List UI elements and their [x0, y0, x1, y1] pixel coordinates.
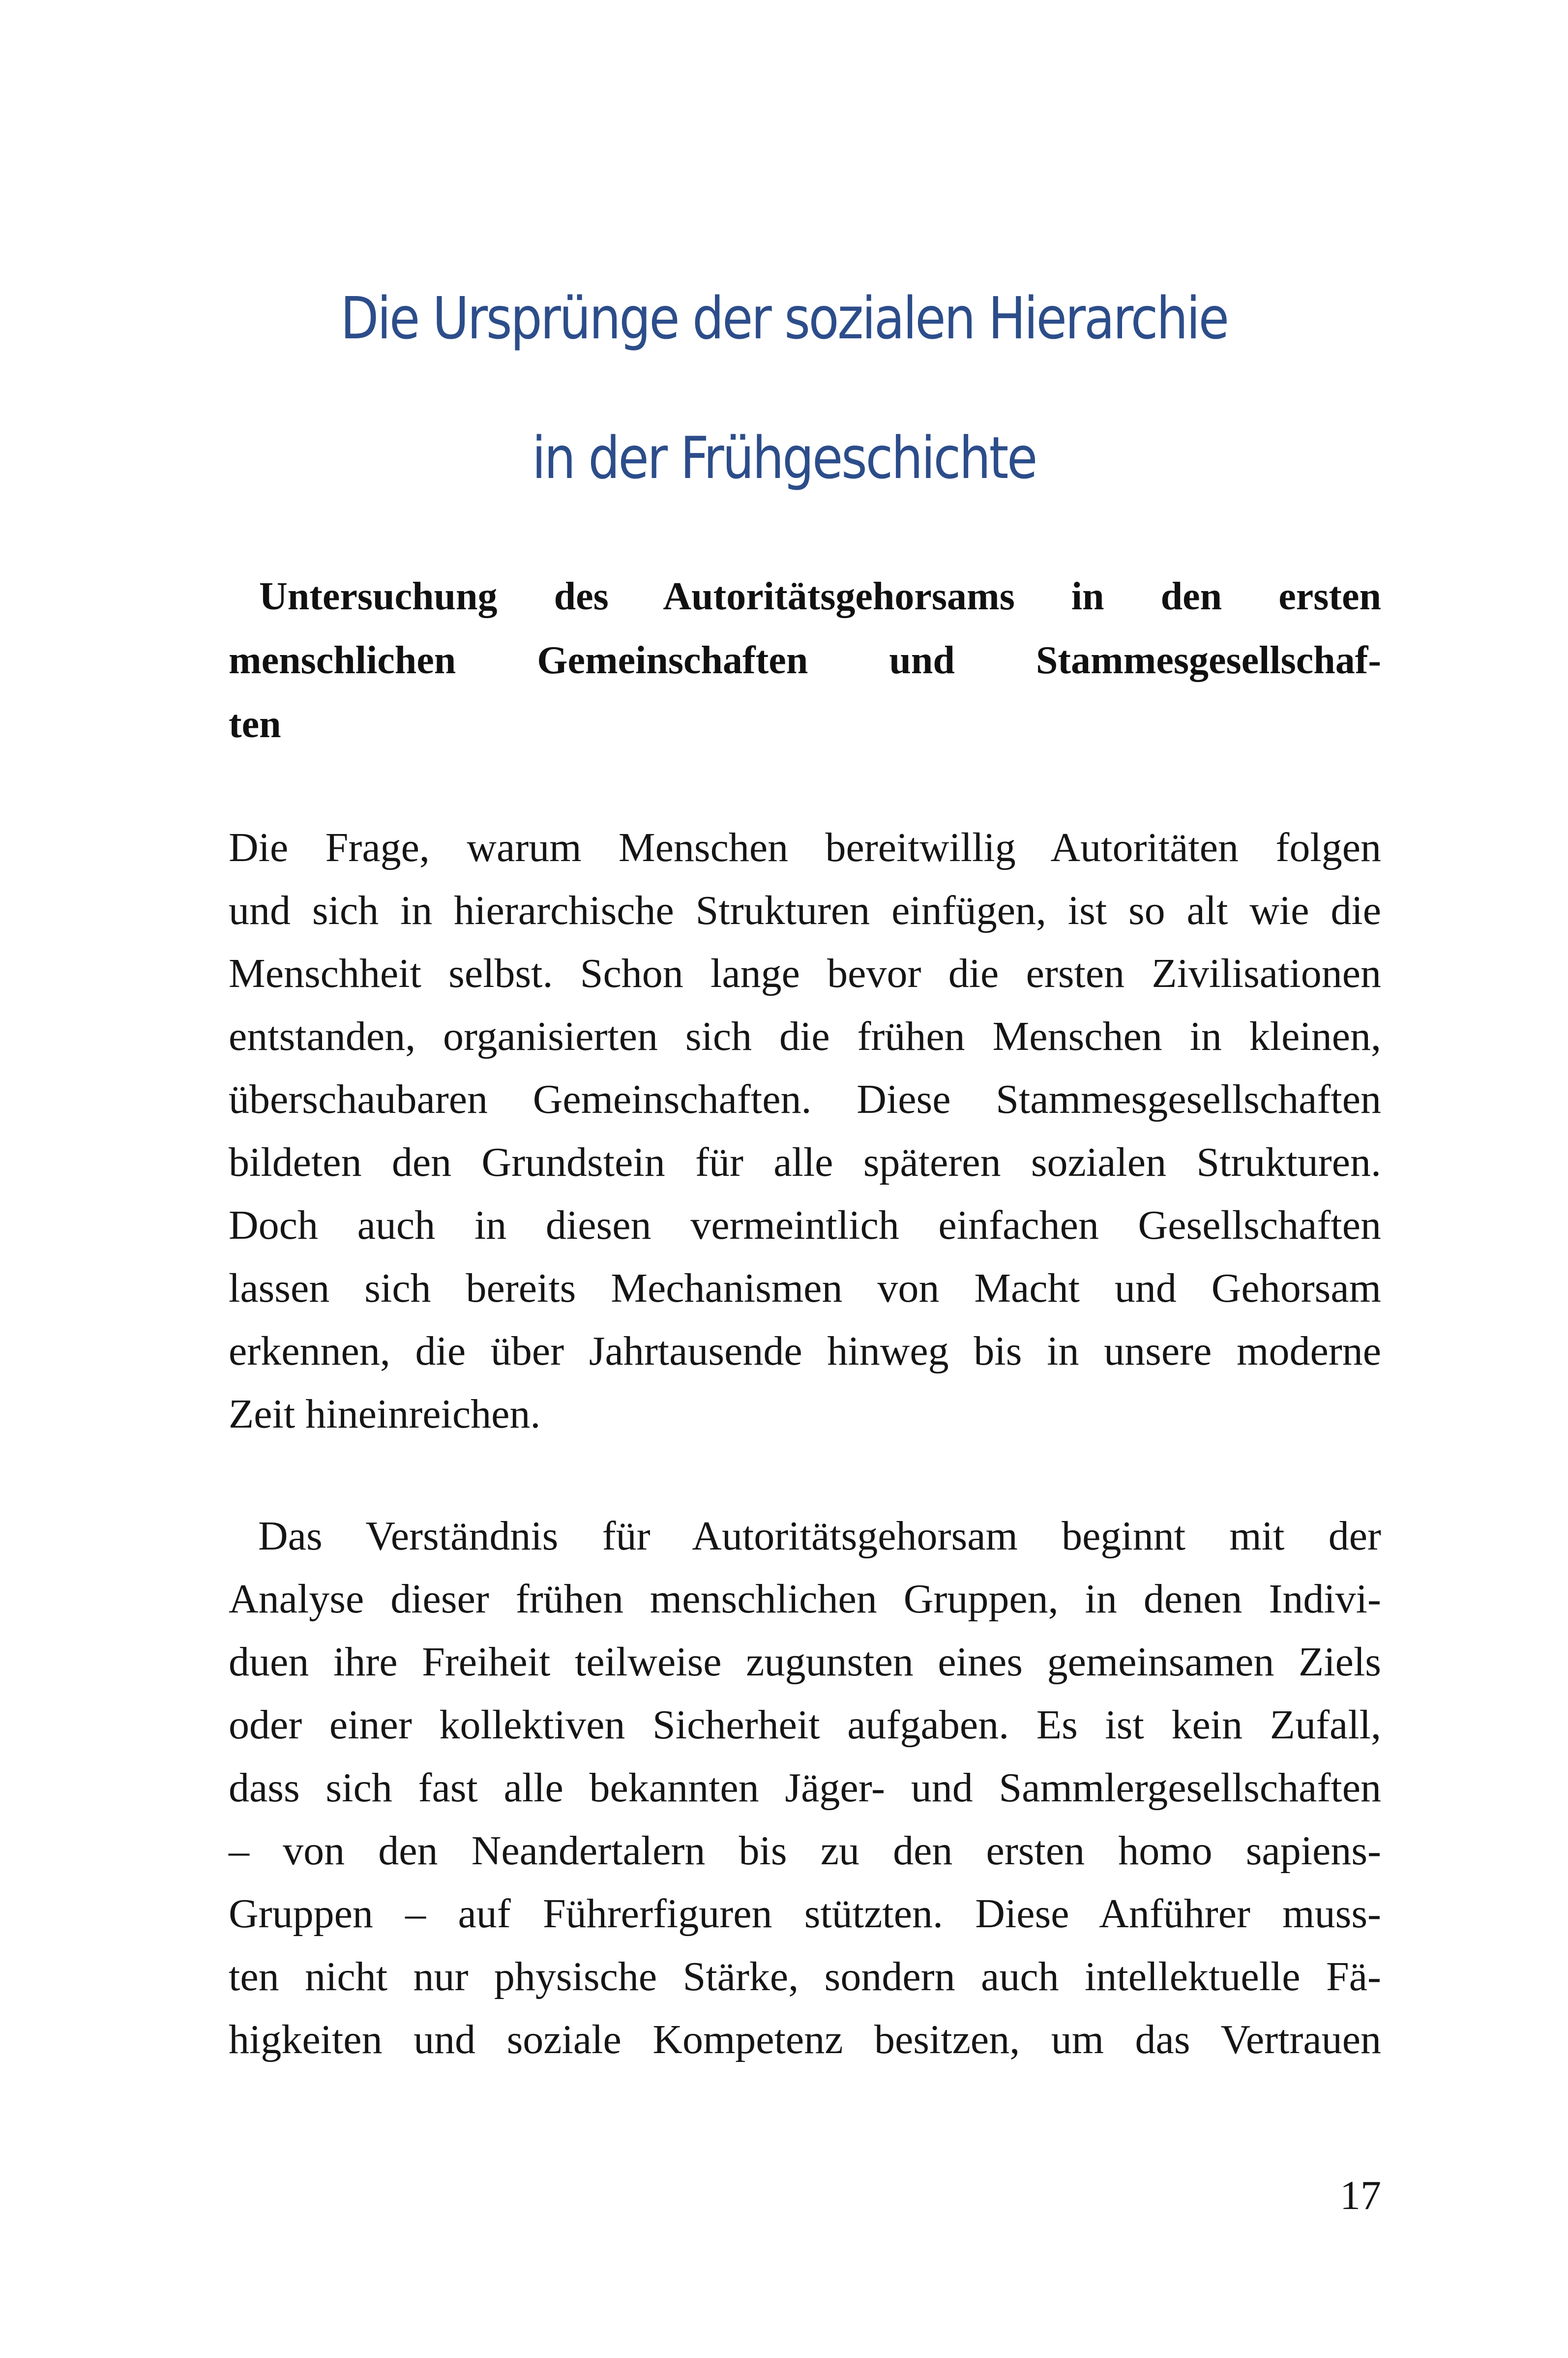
chapter-title-line-2: in der Frühgeschichte: [532, 424, 1036, 492]
chapter-title: [270, 248, 1298, 528]
paragraph-line: Analyse dieser frühen menschlichen Gruppen, in denen Indivi-: [229, 1576, 1381, 1622]
paragraph-line: Menschheit selbst. Schon lange bevor die ersten Zivilisationen: [229, 951, 1381, 996]
paragraph-line: higkeiten und soziale Kompetenz besitzen, um das Vertrauen: [229, 2017, 1381, 2062]
paragraph-line: ten nicht nur physische Stärke, sondern auch intellektuelle Fä-: [229, 1954, 1381, 2000]
subtitle-line-1: Untersuchung des Autoritätsgehorsams in den ersten: [259, 575, 1381, 618]
paragraph-line: Die Frage, warum Menschen bereitwillig Autoritäten folgen: [229, 825, 1381, 870]
paragraph-line: Das Verständnis für Autoritätsgehorsam beginnt mit der: [258, 1513, 1381, 1559]
paragraph-line: duen ihre Freiheit teilweise zugunsten eines gemeinsamen Ziels: [229, 1639, 1381, 1685]
paragraph-line: erkennen, die über Jahrtausende hinweg bis in unsere moderne: [229, 1328, 1381, 1374]
page-number: 17: [1340, 2173, 1381, 2218]
paragraph-line: oder einer kollektiven Sicherheit aufgaben. Es ist kein Zufall,: [229, 1702, 1381, 1748]
subtitle-line-2: menschlichen Gemeinschaften und Stammesgesellschaf-: [229, 639, 1381, 682]
paragraph-line: dass sich fast alle bekannten Jäger- und Sammlergesellschaften: [229, 1765, 1381, 1811]
paragraph-line: Gruppen – auf Führerfiguren stützten. Diese Anführer muss-: [229, 1891, 1381, 1937]
chapter-title-line-1: Die Ursprünge der sozialen Hierarchie: [340, 284, 1228, 352]
paragraph-line: Zeit hineinreichen.: [229, 1391, 541, 1437]
paragraph-line: und sich in hierarchische Strukturen einfügen, ist so alt wie die: [229, 888, 1381, 933]
section-subtitle: [229, 565, 1381, 756]
paragraph-2: [229, 1505, 1381, 2071]
paragraph-line: Doch auch in diesen vermeintlich einfachen Gesellschaften: [229, 1202, 1381, 1248]
paragraph-line: entstanden, organisierten sich die frühen Menschen in kleinen,: [229, 1014, 1381, 1059]
subtitle-line-3: ten: [229, 703, 281, 746]
paragraph-line: lassen sich bereits Mechanismen von Macht und Gehorsam: [229, 1265, 1381, 1311]
paragraph-line: bildeten den Grundstein für alle späteren sozialen Strukturen.: [229, 1139, 1381, 1185]
paragraph-line: überschaubaren Gemeinschaften. Diese Stammesgesellschaften: [229, 1076, 1381, 1122]
paragraph-1: [229, 816, 1381, 1446]
paragraph-line: – von den Neandertalern bis zu den ersten homo sapiens-: [229, 1828, 1381, 1874]
